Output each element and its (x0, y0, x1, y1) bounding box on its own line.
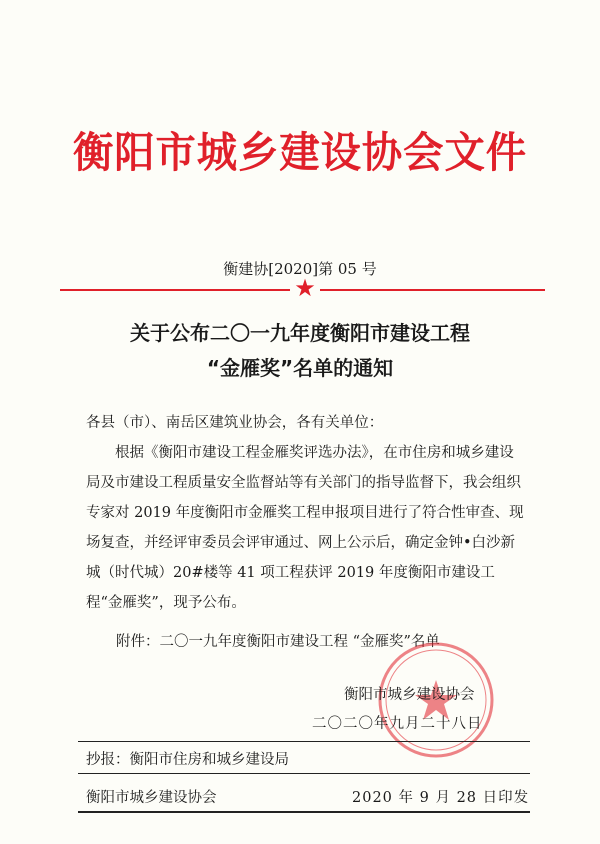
red-divider-right (320, 289, 545, 291)
notice-title-line1: 关于公布二〇一九年度衡阳市建设工程 (130, 321, 470, 345)
red-star-icon: ★ (294, 274, 316, 302)
signature-date: 二〇二〇年九月二十八日 (312, 716, 483, 732)
attachment-line: 附件：二〇一九年度衡阳市建设工程 “金雁奖”名单 (116, 634, 440, 650)
footer-rule-middle (78, 773, 530, 774)
body-paragraph-text: 根据《衡阳市建设工程金雁奖评选办法》，在市住房和城乡建设局及市建设工程质量安全监督站等有关部门的指导监督下，我会组织专家对 2019 年度衡阳市金雁奖工程申报项目进行了符合性审查、现场复查，并经评审委员会评审通过、网上公示后，确定金钟•白沙新城（时代城）20#楼等 41 项工程获评 2019 年度衡阳市建设工程“金雁奖”，现予公布。 (86, 445, 524, 611)
red-divider-left (60, 289, 290, 291)
notice-title-line2: “金雁奖”名单的通知 (206, 356, 394, 380)
issuer-name: 衡阳市城乡建设协会 (86, 790, 217, 806)
document-number: 衡建协[2020]第 05 号 (223, 260, 377, 278)
salutation: 各县（市）、南岳区建筑业协会，各有关单位： (86, 415, 384, 431)
cc-line: 抄报：衡阳市住房和城乡建设局 (86, 752, 289, 768)
print-date: 2020 年 9 月 28 日印发 (352, 790, 530, 806)
footer-rule-top (78, 741, 530, 742)
footer-rule-bottom (78, 811, 530, 813)
masthead-title: 衡阳市城乡建设协会文件 (72, 128, 528, 177)
signature-organization: 衡阳市城乡建设协会 (344, 687, 475, 703)
body-paragraph (86, 438, 526, 618)
